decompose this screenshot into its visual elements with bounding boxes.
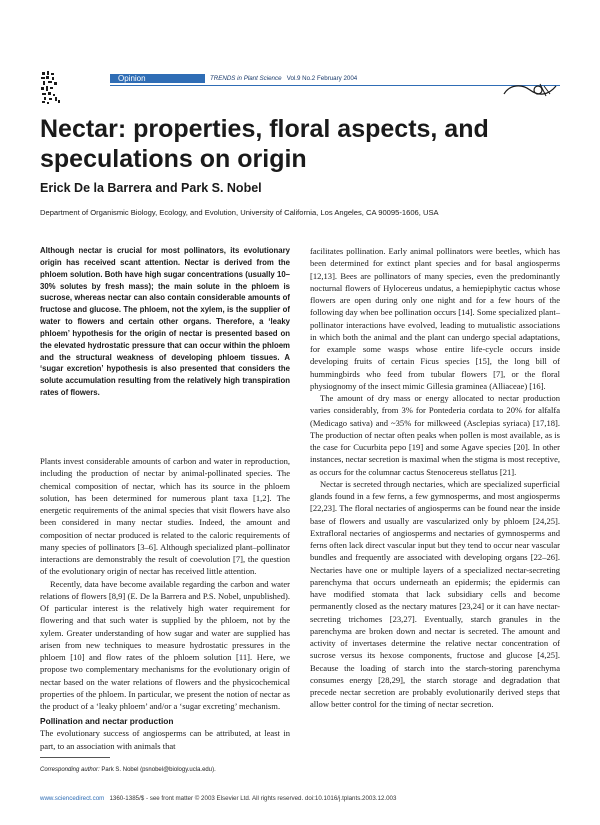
footnote-rule xyxy=(40,757,110,758)
journal-issue: Vol.9 No.2 February 2004 xyxy=(286,75,358,82)
paragraph: The evolutionary success of angiosperms can be attributed, at least in part, to an association with animals that xyxy=(40,728,290,751)
header-rule xyxy=(110,85,560,86)
right-column-body xyxy=(310,245,560,711)
science-direct-logo-icon xyxy=(500,82,560,98)
footer-copyright: 1360-1385/$ - see front matter © 2003 Elsevier Ltd. All rights reserved. doi:10.1016/j.tplants.2003.12.003 xyxy=(109,795,397,802)
article-authors: Erick De la Barrera and Park S. Nobel xyxy=(40,181,262,195)
paragraph: Recently, data have become available regarding the carbon and water relations of flowers [8,9] (E. De la Barrera and P.S. Nobel, unpublished). Of particular interest is the relatively high water requirement for flowering and that such water is supplied by the phloem, not by the xylem. Greater understanding of how sugar and water are supplied has arisen from new techniques to measure hydrostatic pressures in the phloem [10] and flow rates of the phloem solution [11]. Here, we propose two complementary mechanisms for the evolutionary origin of nectar based on the water relations of flowers and the physicochemical properties of the phloem. In particular, we present the notion of nectar as the product of a ‘leaky phloem’ and/or a ‘sugar excreting’ mechanism. xyxy=(40,578,290,711)
corresponding-author-note xyxy=(40,766,216,774)
article-title: Nectar: properties, floral aspects, and speculations on origin xyxy=(40,115,489,173)
journal-name: TRENDS in Plant Science xyxy=(210,75,282,82)
paragraph: Plants invest considerable amounts of carbon and water in reproduction, including the production of nectar by animal-pollinated species. The chemical composition of nectar, which has its source in the phloem solution, has been determined for numerous plant taxa [1,2]. The energetic requirements of the animal species that visit flowers have also been considered in many nectar studies. Indeed, the amount and composition of nectar produced is related to the caloric requirements of many species of pollinators [3–6]. Although specialized plant–pollinator interactions are demonstrably the result of coevolution [7], the question of the evolutionary origin of nectar has received little attention. xyxy=(40,456,290,577)
abstract: Although nectar is crucial for most pollinators, its evolutionary origin has received scant attention. Nectar is derived from the phloem solution. Both have high sugar concentrations (usually 10–30% solutes by fresh mass); the main solute in the phloem is sucrose, whereas nectar can also contain considerable amounts of fructose and glucose. The phloem, not the xylem, is the supplier of water to flowers and certain other organs. Therefore, a ‘leaky phloem’ hypothesis for the origin of nectar is presented based on the elevated hydrostatic pressure that can occur within the phloem and the structural weakness of developing phloem tissues. A ‘sugar excretion’ hypothesis is also presented that considers the solute accumulation resulting from the relatively high transpiration rates of flowers. xyxy=(40,246,290,398)
paragraph: Nectar is secreted through nectaries, which are specialized superficial glands found in a few ferns, a few gymnosperms, and most angiosperms [22,23]. The floral nectaries of angiosperms can be found near the inside base of flowers and usually are vascularized only by phloem [24,25]. Extrafloral nectaries of angiosperms and nectaries of gymnosperms and ferns often lack direct vascular input but they tend to occur near vascular bundles and frequently are associated with developing organs [22–26]. Nectaries have one or multiple layers of a specialized nectar-secreting parenchyma that occurs underneath an epidermis; the epidermis can have modified stomata that lack subsidiary cells and become permanently closed as the nectary matures [23,24] or it can have nectar-secreting trichomes [23,27]. Eventually, starch granules in the parenchyma are broken down and nectar is secreted. The amount and activity of invertases determine the relative nectar concentration of sucrose versus its hexose components, fructose and glucose [4,25]. Because the loading of starch into the starch-storing parenchyma consumes energy [28,29], the starch storage and degradation that precede nectar secretion are probably evolutionarily derived steps that allow better control for the timing of nectar secretion. xyxy=(310,478,560,710)
paragraph: The amount of dry mass or energy allocated to nectar production varies considerably, from 3% for Pontederia cordata to 20% for alfalfa (Medicago sativa) and ~35% for milkweed (Asclepias syriaca) [17,18]. The production of nectar often peaks when pollen is most available, as is the case for Cucurbita pepo [19] and some Agave species [20]. In other instances, nectar secretion is maximal when the stigma is most receptive, as occurs for the columnar cactus Stenocereus stellatus [21]. xyxy=(310,393,560,477)
section-heading: Pollination and nectar production xyxy=(40,716,174,727)
author-affiliation: Department of Organismic Biology, Ecology, and Evolution, University of California, Los Angeles, CA 90095-1606, USA xyxy=(40,208,439,217)
footnote-label: Corresponding author: xyxy=(40,767,100,773)
paragraph: facilitates pollination. Early animal pollinators were beetles, which has been determined for extinct plant species and for basal angiosperms [12,13]. Bees are pollinators of many species, even the predominantly nocturnal flowers of Hylocereus undatus, a hemiepiphytic cactus whose flowers are open during only one night and for a few hours of the following day when bee pollination occurs [14]. Some specialized plant–pollinator interactions have evolved, leading to mutualistic associations in which both the animal and the plant can undergo special adaptations, for example some wasps whose entire life-cycle occurs inside developing fruits of certain Ficus species [15], the long bill of hummingbirds who feed from tubular flowers [7], or the floral physiognomy of the insect mimic Gillesia graminea (Alliaceae) [16]. xyxy=(310,246,560,391)
left-column-body xyxy=(40,455,290,752)
page-footer xyxy=(40,795,560,803)
footnote-text: Park S. Nobel (psnobel@biology.ucla.edu). xyxy=(101,767,216,773)
journal-line xyxy=(210,74,357,83)
section-label: Opinion xyxy=(118,74,146,83)
publisher-logo-icon xyxy=(40,70,70,106)
sciencedirect-link[interactable]: www.sciencedirect.com xyxy=(40,795,105,802)
